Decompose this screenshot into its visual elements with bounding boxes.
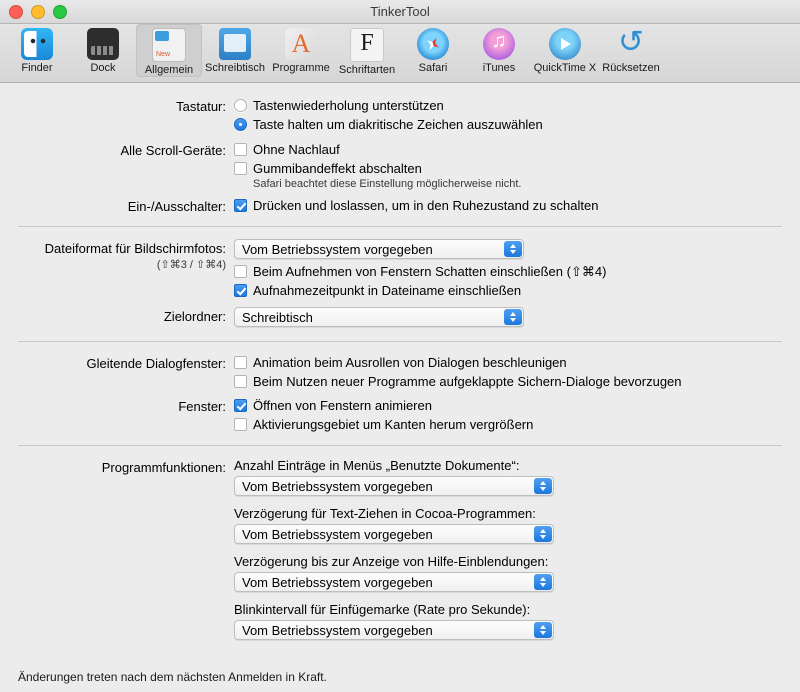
keyboard-option-repeat[interactable]: [234, 97, 782, 115]
toolbar-label-schreibtisch: Schreibtisch: [205, 62, 265, 74]
checkbox-power-sleep-label: Drücken und loslassen, um in den Ruhezustand zu schalten: [253, 198, 599, 213]
sheets-section: [18, 354, 782, 392]
toolbar-item-schreibtisch[interactable]: [202, 24, 268, 75]
settings-pane: [0, 83, 800, 692]
toolbar-label-safari: Safari: [418, 62, 448, 74]
scroll-label: Alle Scroll-Geräte:: [120, 143, 226, 158]
appfeatures-section: [18, 458, 782, 650]
radio-key-accents-label: Taste halten um diakritische Zeichen auszuwählen: [253, 117, 543, 132]
appfeature-popup-recent-documents[interactable]: [234, 476, 554, 496]
window-controls: [0, 5, 67, 19]
checkbox-sheet-animation[interactable]: [234, 356, 247, 369]
divider-3: [18, 445, 782, 446]
appfeature-item-tooltip-delay: [234, 554, 782, 596]
toolbar-item-ruecksetzen[interactable]: [598, 24, 664, 75]
screenshot-format-popup[interactable]: [234, 239, 524, 259]
appfeatures-label: Programmfunktionen:: [101, 460, 226, 475]
checkbox-window-animate[interactable]: [234, 399, 247, 412]
title-bar: [0, 0, 800, 24]
checkbox-window-shadow[interactable]: [234, 265, 247, 278]
appfeature-item-cursor-blink: [234, 602, 782, 644]
toolbar-label-schriftarten: Schriftarten: [338, 64, 396, 76]
screenshot-folder-value: Schreibtisch: [242, 309, 313, 325]
keyboard-option-accents[interactable]: [234, 116, 782, 134]
scroll-section: [18, 141, 782, 193]
chevron-updown-icon: [504, 241, 522, 257]
checkbox-no-rubberband-label: Gummibandeffekt abschalten: [253, 161, 422, 176]
quicktime-icon: [549, 28, 581, 60]
appfeature-caption-tooltip-delay: Verzögerung bis zur Anzeige von Hilfe-Einblendungen:: [234, 554, 549, 569]
checkbox-power-sleep[interactable]: [234, 199, 247, 212]
checkbox-window-shadow-label: Beim Aufnehmen von Fenstern Schatten einschließen (⇧⌘4): [253, 264, 607, 279]
chevron-updown-icon: [534, 526, 552, 542]
screenshot-label-text: Dateiformat für Bildschirmfotos:: [44, 241, 226, 256]
screenshot-folder-section: [18, 307, 782, 331]
divider-1: [18, 226, 782, 227]
windows-section: [18, 397, 782, 435]
chevron-updown-icon: [504, 309, 522, 325]
applications-icon: [285, 28, 317, 60]
checkbox-no-inertia-label: Ohne Nachlauf: [253, 142, 340, 157]
screenshot-shortcut-hint: (⇧⌘3 / ⇧⌘4): [156, 259, 226, 271]
appfeature-popup-cursor-blink[interactable]: [234, 620, 554, 640]
toolbar-label-finder: Finder: [21, 62, 53, 74]
appfeature-popup-tooltip-delay[interactable]: [234, 572, 554, 592]
checkbox-sheet-animation-label: Animation beim Ausrollen von Dialogen beschleunigen: [253, 355, 567, 370]
screenshot-option-timestamp[interactable]: [234, 282, 782, 300]
checkbox-timestamp-label: Aufnahmezeitpunkt in Dateiname einschließen: [253, 283, 522, 298]
appfeature-popup-text-drag-delay[interactable]: [234, 524, 554, 544]
scroll-option-no-rubberband[interactable]: [234, 160, 782, 178]
appfeature-caption-cursor-blink: Blinkintervall für Einfügemarke (Rate pro Sekunde):: [234, 602, 531, 617]
windows-label: Fenster:: [178, 399, 226, 414]
footer-note: Änderungen treten nach dem nächsten Anmelden in Kraft.: [18, 670, 327, 684]
close-button[interactable]: [9, 5, 23, 19]
windows-option-resize-area[interactable]: [234, 416, 782, 434]
screenshot-section: [18, 239, 782, 301]
power-option-sleep[interactable]: [234, 197, 782, 215]
screenshot-option-shadow[interactable]: [234, 263, 782, 281]
sheets-option-expanded-save[interactable]: [234, 373, 782, 391]
checkbox-resize-area[interactable]: [234, 418, 247, 431]
toolbar-label-programme: Programme: [272, 62, 330, 74]
toolbar-label-allgemein: Allgemein: [144, 64, 194, 76]
toolbar-label-dock: Dock: [90, 62, 116, 74]
power-label: Ein-/Ausschalter:: [127, 199, 226, 214]
power-section: [18, 197, 782, 216]
toolbar: [0, 24, 800, 83]
sheets-label: Gleitende Dialogfenster:: [86, 356, 226, 371]
checkbox-timestamp[interactable]: [234, 284, 247, 297]
scroll-option-no-inertia[interactable]: [234, 141, 782, 159]
checkbox-expanded-save[interactable]: [234, 375, 247, 388]
chevron-updown-icon: [534, 574, 552, 590]
reset-icon: [615, 28, 647, 60]
toolbar-item-allgemein[interactable]: [136, 24, 202, 77]
appfeature-item-recent-documents: [234, 458, 782, 500]
dock-icon: [87, 28, 119, 60]
appfeature-value-recent-documents: Vom Betriebssystem vorgegeben: [242, 478, 433, 494]
checkbox-no-rubberband[interactable]: [234, 162, 247, 175]
screenshot-format-value: Vom Betriebssystem vorgegeben: [242, 241, 433, 257]
desktop-icon: [219, 28, 251, 60]
chevron-updown-icon: [534, 478, 552, 494]
toolbar-item-schriftarten[interactable]: [334, 24, 400, 77]
radio-key-accents[interactable]: [234, 118, 247, 131]
toolbar-item-safari[interactable]: [400, 24, 466, 75]
toolbar-item-programme[interactable]: [268, 24, 334, 75]
appfeature-caption-recent-documents: Anzahl Einträge in Menüs „Benutzte Dokumente“:: [234, 458, 520, 473]
zoom-button[interactable]: [53, 5, 67, 19]
toolbar-item-quicktime[interactable]: [532, 24, 598, 75]
appfeature-caption-text-drag-delay: Verzögerung für Text-Ziehen in Cocoa-Programmen:: [234, 506, 536, 521]
checkbox-no-inertia[interactable]: [234, 143, 247, 156]
toolbar-label-ruecksetzen: Rücksetzen: [602, 62, 660, 74]
keyboard-section: [18, 97, 782, 135]
appfeature-value-cursor-blink: Vom Betriebssystem vorgegeben: [242, 622, 433, 638]
window-title: TinkerTool: [370, 4, 430, 19]
fonts-icon: [350, 28, 384, 62]
finder-icon: [21, 28, 53, 60]
toolbar-item-finder[interactable]: [4, 24, 70, 75]
appfeature-value-tooltip-delay: Vom Betriebssystem vorgegeben: [242, 574, 433, 590]
toolbar-item-dock[interactable]: [70, 24, 136, 75]
general-icon: [152, 28, 186, 62]
screenshot-folder-label: Zielordner:: [163, 309, 226, 324]
safari-icon: [417, 28, 449, 60]
keyboard-label: Tastatur:: [176, 99, 226, 114]
radio-key-repeat-label: Tastenwiederholung unterstützen: [253, 98, 444, 113]
windows-option-animate[interactable]: [234, 397, 782, 415]
screenshot-label: [18, 239, 234, 274]
sheets-option-animation[interactable]: [234, 354, 782, 372]
screenshot-folder-popup[interactable]: [234, 307, 524, 327]
toolbar-label-quicktime: QuickTime X: [533, 62, 597, 74]
radio-key-repeat[interactable]: [234, 99, 247, 112]
toolbar-item-itunes[interactable]: [466, 24, 532, 75]
checkbox-expanded-save-label: Beim Nutzen neuer Programme aufgeklappte Sichern-Dialoge bevorzugen: [253, 374, 682, 389]
minimize-button[interactable]: [31, 5, 45, 19]
appfeature-value-text-drag-delay: Vom Betriebssystem vorgegeben: [242, 526, 433, 542]
checkbox-window-animate-label: Öffnen von Fenstern animieren: [253, 398, 432, 413]
chevron-updown-icon: [534, 622, 552, 638]
appfeature-item-text-drag-delay: [234, 506, 782, 548]
itunes-icon: [483, 28, 515, 60]
divider-2: [18, 341, 782, 342]
checkbox-resize-area-label: Aktivierungsgebiet um Kanten herum vergrößern: [253, 417, 534, 432]
scroll-hint: Safari beachtet diese Einstellung möglicherweise nicht.: [253, 178, 522, 190]
toolbar-label-itunes: iTunes: [482, 62, 516, 74]
